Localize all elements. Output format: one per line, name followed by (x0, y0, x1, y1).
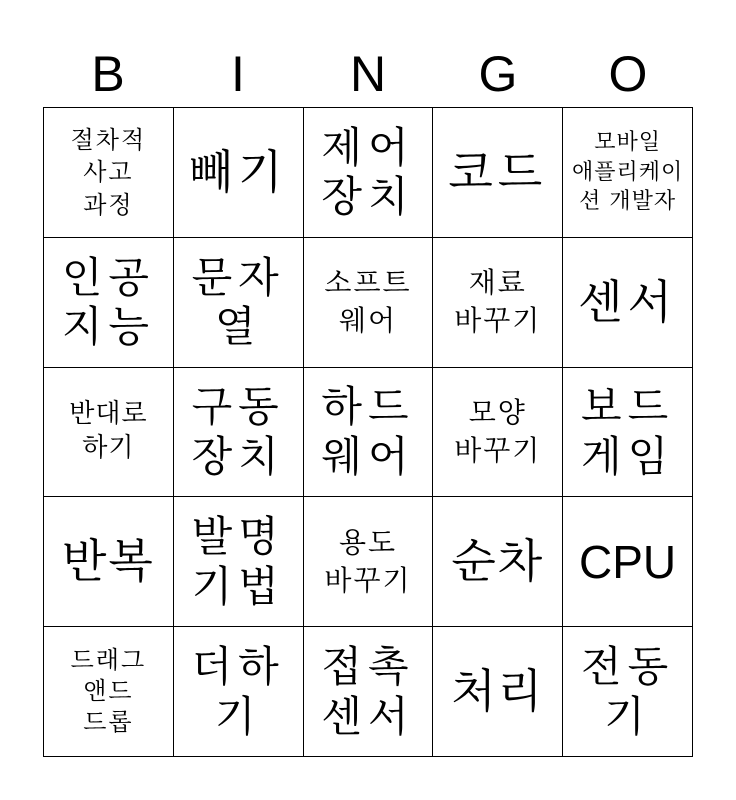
cell-label: 인공 지능 (61, 252, 155, 352)
cell-label: 더하기 (191, 642, 285, 741)
bingo-cell[interactable] (44, 627, 174, 757)
cell-label: 센서 (578, 274, 678, 329)
bingo-cell[interactable] (433, 368, 563, 498)
bingo-cell[interactable] (174, 627, 304, 757)
header-letter-g: G (478, 46, 518, 102)
cell-label: 모바일 애플리케이션 개발자 (571, 129, 684, 215)
cell-label: 접촉 센서 (321, 642, 415, 741)
cell-label: 드래그 앤드 드롭 (70, 645, 147, 737)
cell-label: 반대로 하기 (69, 399, 148, 463)
cell-label: 제어 장치 (321, 122, 415, 222)
bingo-header (43, 44, 693, 104)
bingo-cell[interactable] (44, 368, 174, 498)
header-letter-b: B (91, 46, 125, 102)
bingo-cell[interactable] (304, 627, 434, 757)
cell-label: 절차적 사고 과정 (70, 125, 147, 219)
bingo-cell[interactable] (44, 497, 174, 627)
bingo-cell[interactable] (304, 368, 434, 498)
cell-label: 구동 장치 (191, 382, 285, 481)
cell-label: 반복 (61, 534, 155, 589)
cell-label: 빼기 (188, 144, 288, 199)
bingo-board (43, 107, 693, 757)
cell-label: 용도 바꾸기 (324, 525, 412, 597)
cell-label: 처리 (451, 664, 545, 719)
bingo-cell[interactable] (433, 497, 563, 627)
bingo-cell[interactable] (563, 368, 693, 498)
bingo-cell[interactable] (174, 368, 304, 498)
header-letter-n: N (349, 46, 387, 102)
bingo-cell[interactable] (304, 238, 434, 368)
cell-label: 발명 기법 (191, 512, 285, 611)
header-letter-o: O (608, 46, 648, 102)
header-letter-i: I (231, 46, 245, 102)
cell-label: CPU (579, 535, 677, 588)
bingo-cell[interactable] (433, 238, 563, 368)
bingo-cell[interactable] (304, 108, 434, 238)
cell-label: 전동기 (581, 642, 675, 741)
cell-label: 하드 웨어 (321, 382, 415, 481)
cell-label: 순차 (451, 534, 545, 589)
bingo-cell[interactable] (563, 627, 693, 757)
bingo-cell[interactable] (563, 108, 693, 238)
cell-label: 코드 (448, 144, 548, 199)
bingo-cell[interactable] (563, 497, 693, 627)
cell-label: 모양 바꾸기 (454, 396, 542, 467)
cell-label: 재료 바꾸기 (454, 266, 542, 338)
bingo-cell[interactable] (44, 238, 174, 368)
bingo-cell[interactable] (433, 627, 563, 757)
bingo-cell[interactable] (44, 108, 174, 238)
bingo-cell[interactable] (433, 108, 563, 238)
cell-label: 소프트 웨어 (324, 266, 412, 338)
bingo-cell[interactable] (174, 497, 304, 627)
cell-label: 문자열 (191, 252, 285, 352)
bingo-cell[interactable] (304, 497, 434, 627)
cell-label: 보드 게임 (581, 382, 675, 481)
bingo-cell[interactable] (174, 238, 304, 368)
bingo-cell[interactable] (174, 108, 304, 238)
bingo-cell[interactable] (563, 238, 693, 368)
